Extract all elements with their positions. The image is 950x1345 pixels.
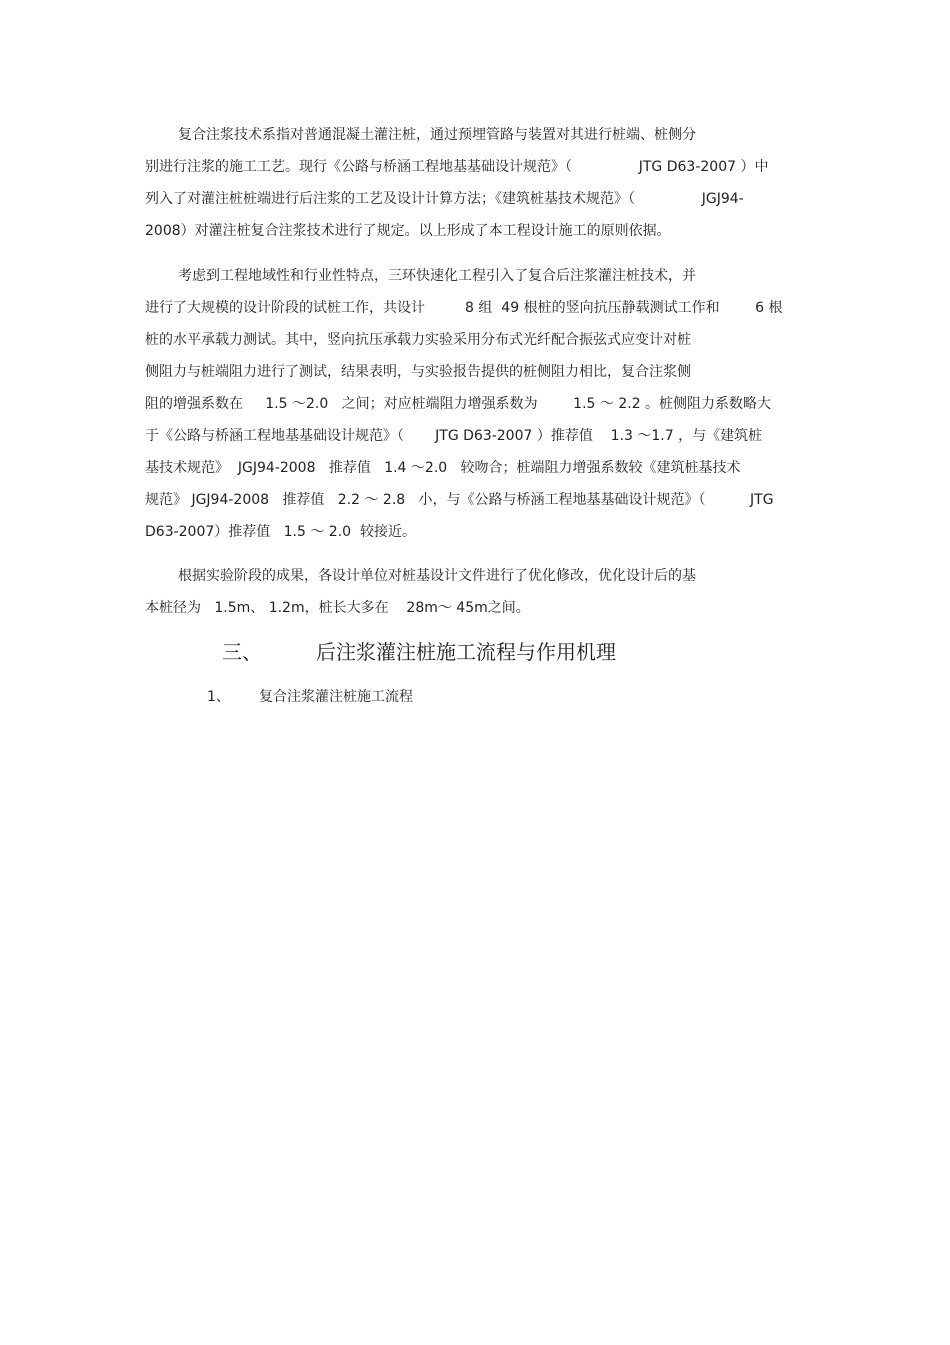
paragraph-line: 本桩径为 1.5m、 1.2m，桩长大多在 28m～ 45m之间。 bbox=[145, 600, 530, 616]
paragraph-line: 复合注浆技术系指对普通混凝土灌注桩，通过预埋管路与装置对其进行桩端、桩侧分 bbox=[178, 127, 696, 143]
paragraph-line: 规范》 JGJ94-2008 推荐值 2.2 ～ 2.8 小，与《公路与桥涵工程地基基础设计规范》（ JTG bbox=[145, 492, 774, 508]
paragraph-line: 桩的水平承载力测试。其中，竖向抗压承载力实验采用分布式光纤配合振弦式应变计对桩 bbox=[145, 332, 691, 348]
paragraph-line: 考虑到工程地域性和行业性特点，三环快速化工程引入了复合后注浆灌注桩技术，并 bbox=[178, 268, 696, 284]
paragraph-line: 阻的增强系数在 1.5 ～2.0 之间；对应桩端阻力增强系数为 1.5 ～ 2.2 。桩侧阻力系数略大 bbox=[145, 396, 772, 412]
paragraph-line: 于《公路与桥涵工程地基基础设计规范》（ JTG D63-2007 ）推荐值 1.3 ～1.7 ，与《建筑桩 bbox=[145, 428, 763, 444]
paragraph-line: D63-2007）推荐值 1.5 ～ 2.0 较接近。 bbox=[145, 524, 416, 540]
section-number: 三、 bbox=[222, 640, 262, 664]
paragraph-line: 基技术规范》 JGJ94-2008 推荐值 1.4 ～2.0 较吻合；桩端阻力增强系数较《建筑桩基技术 bbox=[145, 460, 741, 476]
paragraph-line: 侧阻力与桩端阻力进行了测试，结果表明，与实验报告提供的桩侧阻力相比，复合注浆侧 bbox=[145, 364, 691, 380]
paragraph-line: 2008）对灌注桩复合注浆技术进行了规定。以上形成了本工程设计施工的原则依据。 bbox=[145, 223, 671, 239]
subsection-number: 1、 bbox=[207, 689, 230, 705]
paragraph-line: 进行了大规模的设计阶段的试桩工作，共设计 8 组 49 根桩的竖向抗压静载测试工作和 6 根 bbox=[145, 300, 783, 316]
paragraph-line: 根据实验阶段的成果，各设计单位对桩基设计文件进行了优化修改，优化设计后的基 bbox=[178, 568, 696, 584]
section-title: 后注浆灌注桩施工流程与作用机理 bbox=[316, 640, 616, 664]
paragraph-line: 列入了对灌注桩桩端进行后注浆的工艺及设计计算方法；《建筑桩基技术规范》（ JGJ94- bbox=[145, 191, 744, 207]
paragraph-line: 别进行注浆的施工工艺。现行《公路与桥涵工程地基基础设计规范》（ JTG D63-2007 ）中 bbox=[145, 159, 769, 175]
subsection-title: 复合注浆灌注桩施工流程 bbox=[259, 689, 413, 705]
